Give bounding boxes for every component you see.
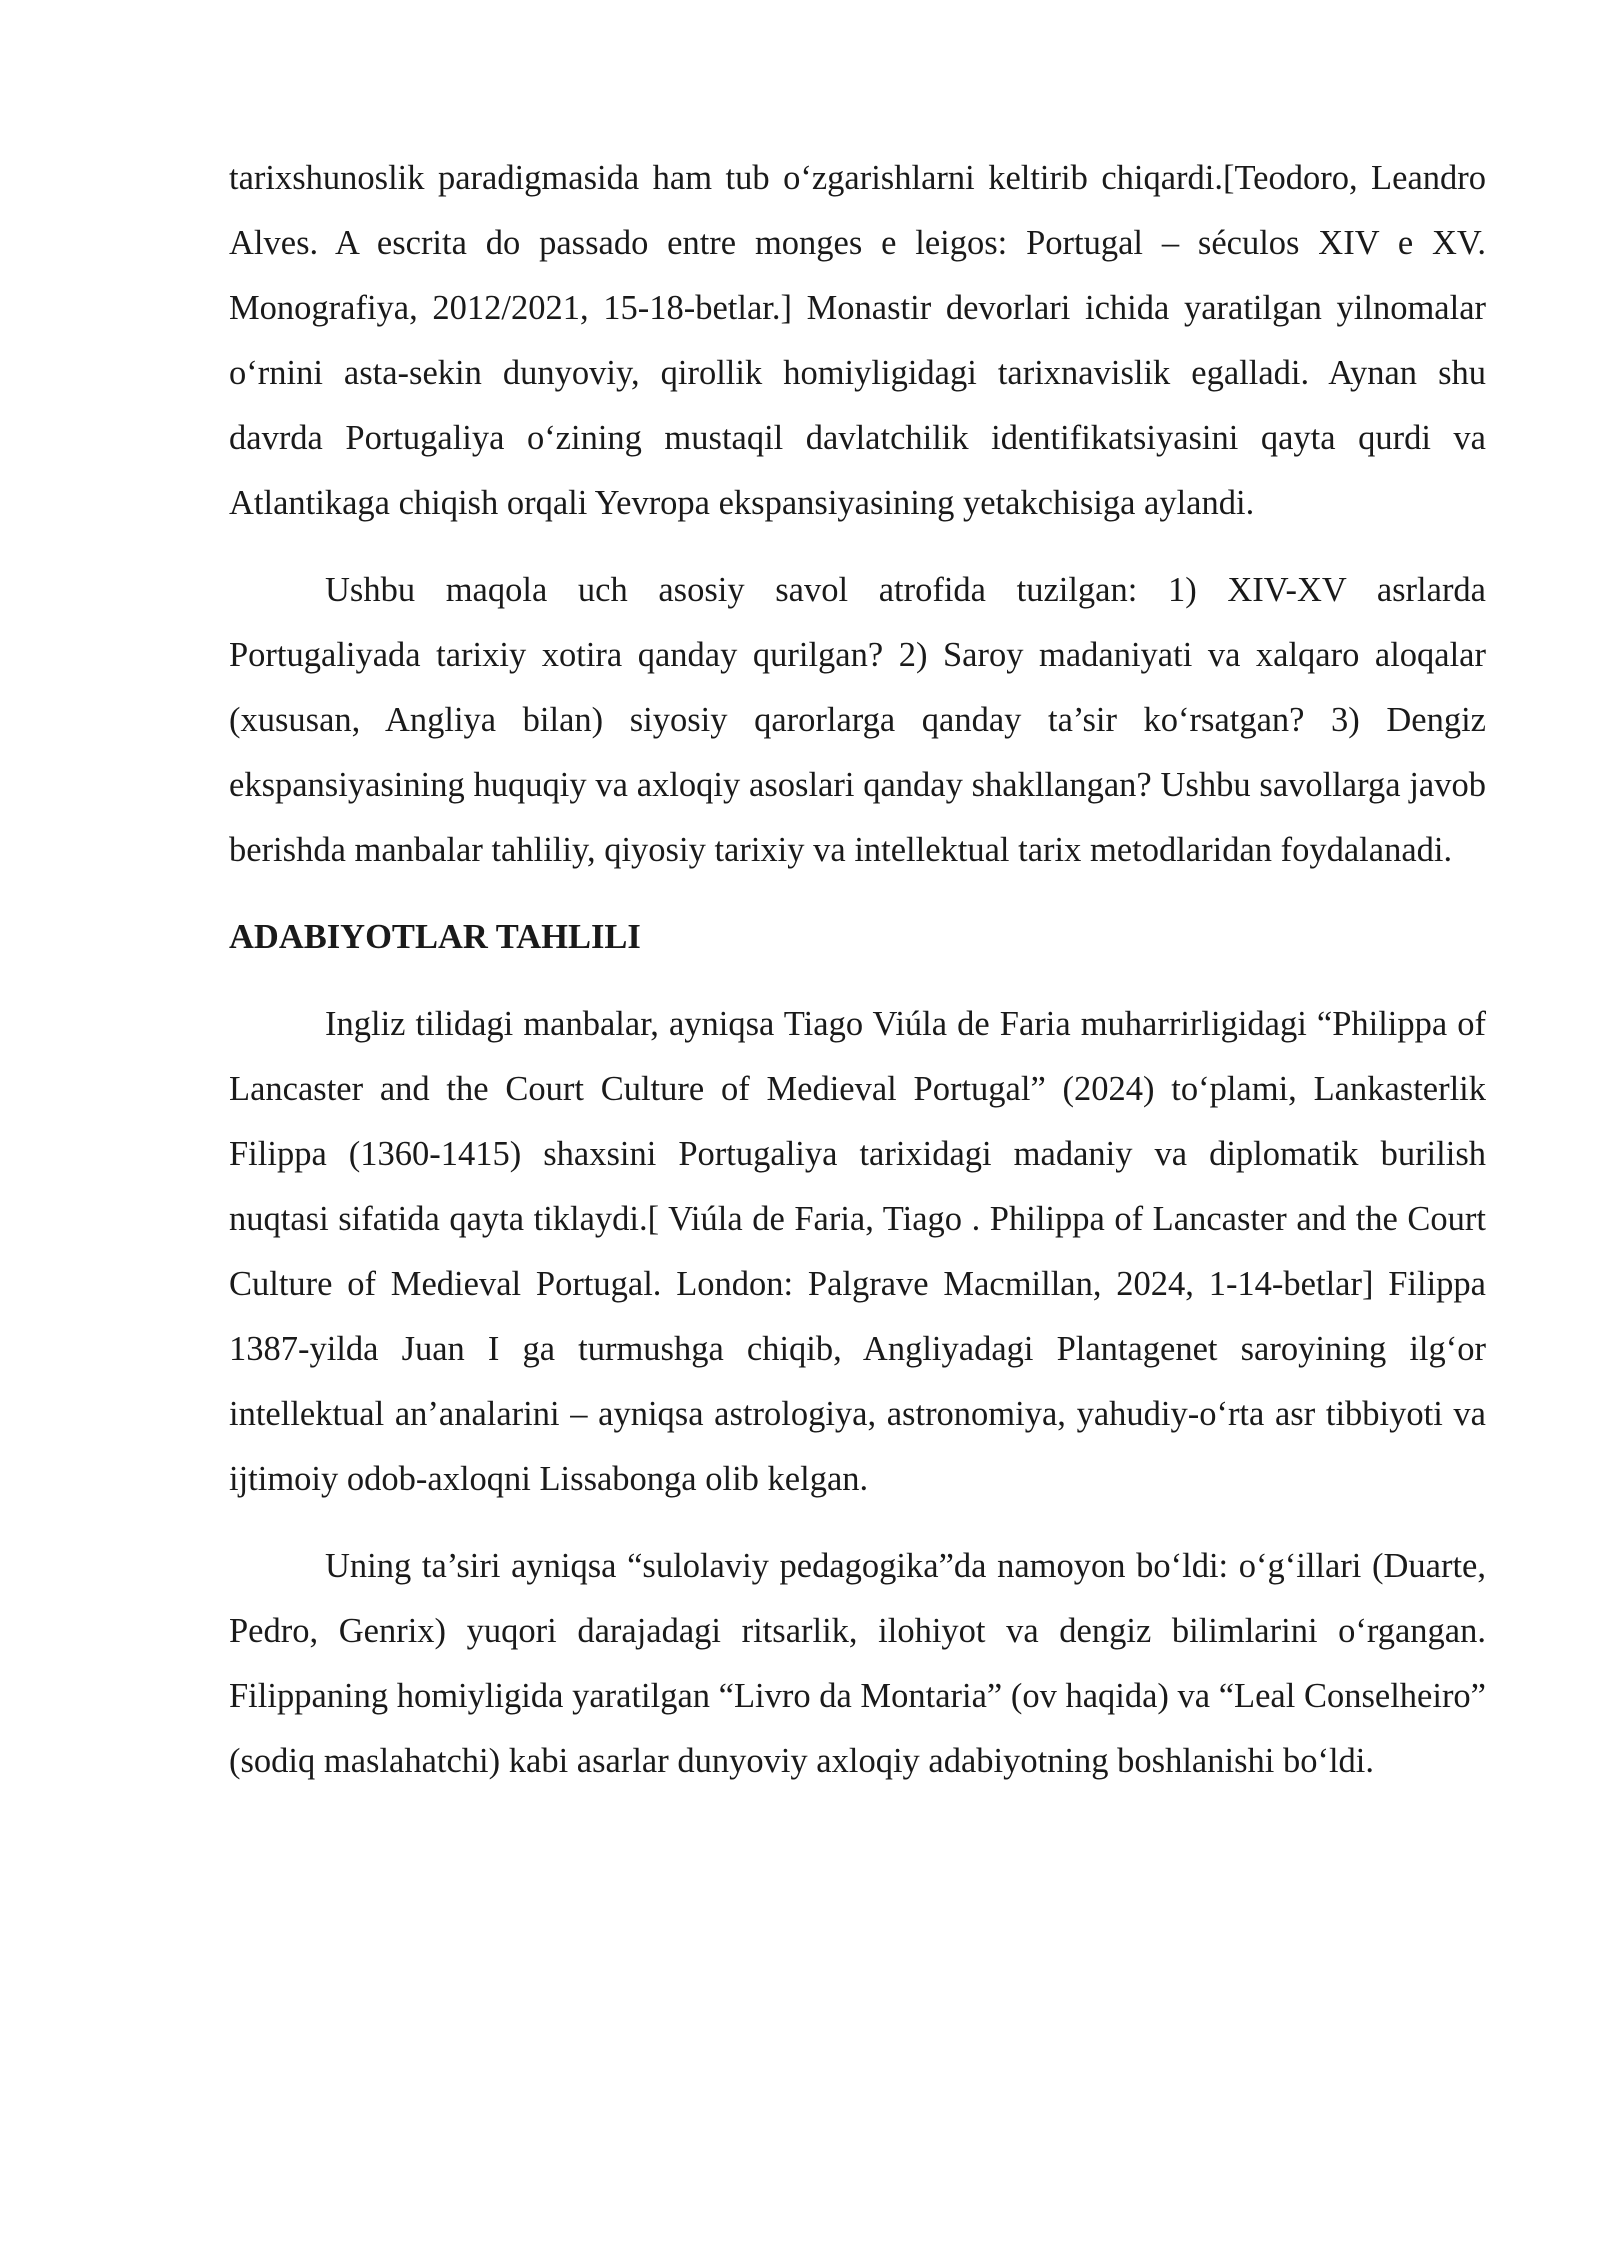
paragraph-continuation: tarixshunoslik paradigmasida ham tub o‘zgarishlarni keltirib chiqardi.[Teodoro, Leandro Alves. A escrita do passado entre monges e leigos: Portugal – séculos XIV e XV. Monografiya, 2012/2021, 15-18-betlar.] Monastir devorlari ichida yaratilgan yilnomalar o‘rnini asta-sekin dunyoviy, qirollik homiyligidagi tarixnavislik egalladi. Aynan shu davrda Portugaliya o‘zining mustaqil davlatchilik identifikatsiyasini qayta qurdi va Atlantikaga chiqish orqali Yevropa ekspansiyasining yetakchisiga aylandi.: [229, 159, 1486, 522]
document-body: [229, 146, 1486, 1794]
paragraph-english-sources: Ingliz tilidagi manbalar, ayniqsa Tiago Viúla de Faria muharrirligidagi “Philippa of Lancaster and the Court Culture of Medieval Portugal” (2024) to‘plami, Lankasterlik Filippa (1360-1415) shaxsini Portugaliya tarixidagi madaniy va diplomatik burilish nuqtasi sifatida qayta tiklaydi.[ Viúla de Faria, Tiago . Philippa of Lancaster and the Court Culture of Medieval Portugal. London: Palgrave Macmillan, 2024, 1-14-betlar] Filippa 1387-yilda Juan I ga turmushga chiqib, Angliyadagi Plantagenet saroyining ilg‘or intellektual an’analarini – ayniqsa astrologiya, astronomiya, yahudiy-o‘rta asr tibbiyoti va ijtimoiy odob-axloqni Lissabonga olib kelgan.: [229, 1005, 1486, 1498]
section-heading: ADABIYOTLAR TAHLILI: [229, 918, 641, 956]
paragraph-research-questions: Ushbu maqola uch asosiy savol atrofida tuzilgan: 1) XIV-XV asrlarda Portugaliyada tarixiy xotira qanday qurilgan? 2) Saroy madaniyati va xalqaro aloqalar (xususan, Angliya bilan) siyosiy qarorlarga qanday ta’sir ko‘rsatgan? 3) Dengiz ekspansiyasining huquqiy va axloqiy asoslari qanday shakllangan? Ushbu savollarga javob berishda manbalar tahliliy, qiyosiy tarixiy va intellektual tarix metodlaridan foydalanadi.: [229, 571, 1486, 869]
paragraph-dynastic-pedagogy: Uning ta’siri ayniqsa “sulolaviy pedagogika”da namoyon bo‘ldi: o‘g‘illari (Duarte, Pedro, Genrix) yuqori darajadagi ritsarlik, ilohiyot va dengiz bilimlarini o‘rgangan. Filippaning homiyligida yaratilgan “Livro da Montaria” (ov haqida) va “Leal Conselheiro” (sodiq maslahatchi) kabi asarlar dunyoviy axloqiy adabiyotning boshlanishi bo‘ldi.: [229, 1547, 1486, 1780]
